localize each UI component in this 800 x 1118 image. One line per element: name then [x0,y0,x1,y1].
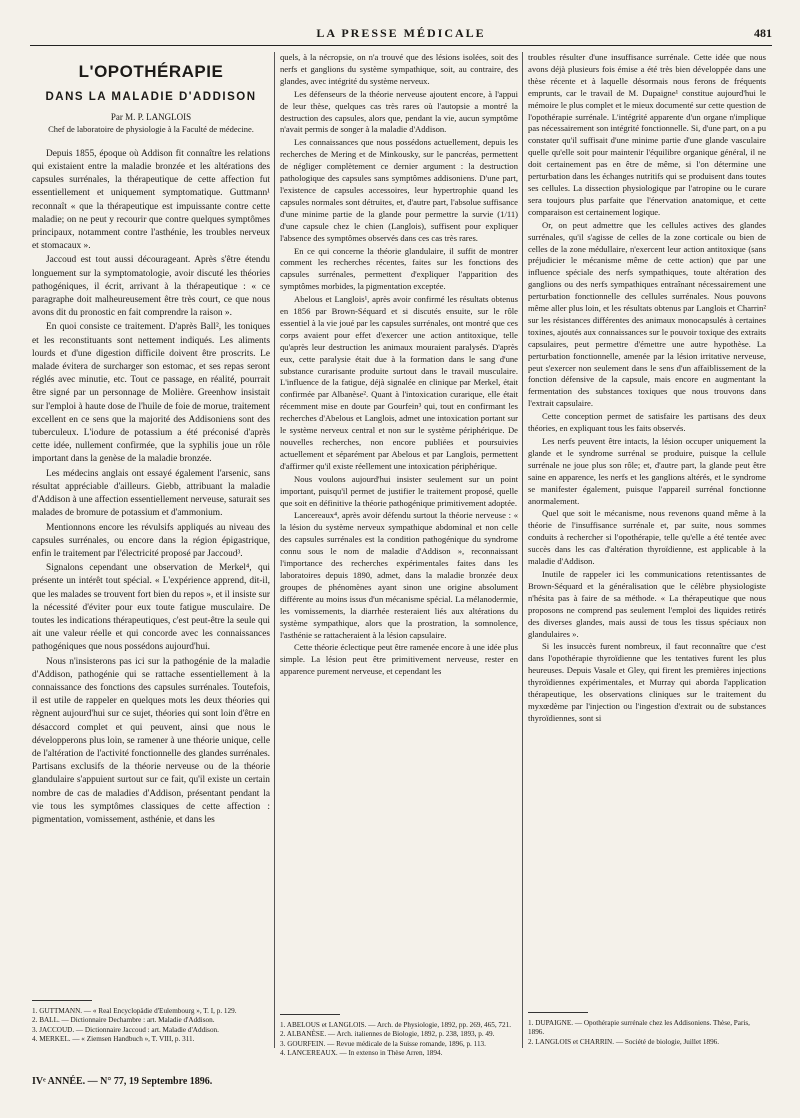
paragraph: troubles résulter d'une insuffisance surrénale. Cette idée que nous avons déjà plusieurs fois émise a été très bien développée dans une thèse récente et à laquelle désormais nous ferons de fréquents emprunts, car le travail de M. Dupaigne¹ constitue aujourd'hui le mémoire le plus complet et le mieux documenté sur cette question de l'opothérapie surrénale. L'intégrité apparente d'un organe n'implique pas nécessairement son intégrité fonctionnelle. Si, d'une part, on a pu constater qu'il suffisait d'une minime partie d'une glande vasculaire quelle qu'elle soit pour maintenir l'équilibre organique général, il ne doit certainement pas en être de même, si l'on détermine une perturbation dans les échanges nutritifs qui se produisent dans toutes ses cellules. La dissection physiologique par l'atropine ou le curare sera toujours plus parfaite que l'énervation anatomique, et cette comparaison est certainement logique. [528,52,766,217]
article-title: L'OPOTHÉRAPIE [78,62,224,81]
paragraph: Depuis 1855, époque où Addison fit connaître les relations qui existaient entre la maladie bronzée et les altérations des capsules surrénales, la thérapeutique de cette affection fut essentiellement et uniquement symptomatique. Guttmann¹ reconnaît « que la thérapeutique est impuissante contre cette maladie; on ne peut y recourir que contre quelques symptômes principaux, notamment contre l'asthénie, les troubles nerveux et stomacaux ». [32,148,270,252]
footnotes-column-1 [32,1000,270,1045]
article-subtitle: DANS LA MALADIE D'ADDISON [45,91,257,103]
footnote: 3. JACCOUD. — Dictionnaire Jaccoud : art. Maladie d'Addison. [32,1025,219,1034]
paragraph: Jaccoud est tout aussi décourageant. Après s'être étendu longuement sur la symptomatologie, avoir discuté les théories pathogéniques, il écrit, arrivant à la thérapeutique : « ce paragraphe doit malheureusement être très court, ce que nous avons dit du pronostic en fait comprendre la raison ». [32,255,270,319]
footnotes-column-2 [280,1014,518,1059]
affiliation: Chef de laboratoire de physiologie à la Faculté de médecine. [48,123,254,134]
paragraph: Cette théorie éclectique peut être ramenée encore à une idée plus simple. La lésion peut être primitivement nerveuse, rester en apparence purement nerveuse, et cependant les [280,642,518,677]
footnote: 1. GUTTMANN. — « Real Encyclopädie d'Eulembourg », T. I, p. 129. [32,1007,237,1015]
header-rule [30,45,772,46]
paragraph: Or, on peut admettre que les cellules actives des glandes surrénales, qu'il s'agisse de celles de la zone corticale ou bien de celles de la zone médullaire, n'exercent leur action antitoxique (sans préjudicier le mécanisme même de cette action) que par une influence spéciale des nerfs sympathiques, toute altération des ganglions ou des nerfs sympathiques entraînant nécessairement une perturbation fonctionnelle des cellules surrénales. Nous pouvons même aller plus loin, et les résultats obtenus par Langlois et Charrin² sur les résistances différentes des animaux monocapsulés à certaines toxines, ajoutés aux connaissances sur le pouvoir toxique des extraits capsulaires, peut permettre d'émettre une autre hypothèse. La perturbation fonctionnelle, amenée par la lésion irritative nerveuse, peut s'exercer non seulement dans le sens d'un affaiblissement de la fonction défensive de la capsule, mais encore en augmentant la fermentation des substances toxiques que nous trouvons dans l'extrait capsulaire. [528,219,766,409]
footnote: 4. LANCEREAUX. — In extenso in Thèse Arren, 1894. [280,1049,443,1058]
column-divider [522,52,523,1048]
footnote: 1. DUPAIGNE. — Opothérapie surrénale chez les Addisoniens. Thèse, Paris, 1896. [528,1019,750,1037]
paragraph: Signalons cependant une observation de Merkel⁴, qui présente un intérêt tout spécial. « L'expérience apprend, dit-il, que les malades se trouvent fort bien du repos », et il insiste sur la nécessité d'éviter pour eux toute fatigue musculaire. De toutes les indications thérapeutiques, c'est peut-être la seule qui ait une valeur réelle et qui concorde avec les connaissances pathogéniques que nous possédons aujourd'hui. [32,563,270,653]
footnote: 2. BALL. — Dictionnaire Dechambre : art. Maladie d'Addison. [32,1016,215,1025]
byline: Par M. P. LANGLOIS [110,111,192,122]
footnote-rule [280,1014,340,1015]
paragraph: Lancereaux⁴, après avoir défendu surtout la théorie nerveuse : « la lésion du système nerveux sympathique abdominal et non celle des capsules surrénales est la condition pathogénique du syndrome connu sous le nom de maladie d'Addison », reconnaissant l'importance des recherches expérimentales faites dans les laboratoires depuis 1890, admet, dans la maladie bronzée deux groupes de phénomènes ayant sinon une origine absolument différente au moins issus d'un mécanisme spécial. La mélanodermie, les vomissements, la diarrhée resteraient liés aux altérations du système sympathique, alors que la prostration, la somnolence, l'asthénie se rattacheraient à la lésion capsulaire. [280,510,518,640]
footnote: 2. ALBANÈSE. — Arch. italiennes de Biologie, 1892, p. 238, 1893, p. 49. [280,1030,495,1039]
paragraph: Abelous et Langlois¹, après avoir confirmé les résultats obtenus en 1856 par Brown-Séquard et si discutés ensuite, sur le rôle essentiel à la vie joué par les capsules surrénales, ont montré que ces corps avaient pour effet d'exercer une action antitoxique, telle qu'après leur destruction les animaux mouraient paralysés. D'après eux, cette paralysie était due à la formation dans le sang d'une substance curarisante produite surtout dans le travail musculaire. L'influence de la fatigue, déjà signalée en clinique par Merkel, était confirmée par Albanèse². Quant à l'intoxication curarique, elle était récemment mise en doute par Gourfein³ qui, tout en confirmant les recherches d'Abelous et Langlois, admet une intoxication portant sur le système nerveux central et non sur le système périphérique. De nouvelles recherches, non encore publiées et poursuivies actuellement et séparément par Abelous et par Langlois, permettent d'affirmer qu'il existe réellement une intoxication périphérique. [280,294,518,471]
paragraph: Quel que soit le mécanisme, nous revenons quand même à la théorie de l'insuffisance surrénale et, par suite, nous sommes conduits à rechercher si l'opothérapie, telle qu'elle a été tentée avec succès dans les cas d'altération thyroïdienne, est applicable à la maladie d'Addison. [528,508,766,567]
paragraph: Si les insuccès furent nombreux, il faut reconnaître que c'est dans l'opothérapie thyroïdienne que les tentatives furent les plus heureuses. Depuis Vasale et Gley, qui firent les premières injections thyroïdiennes expérimentales, et Murray qui aborda l'application thérapeutique, les observations cliniques sur le traitement du myxœdème par l'injection ou l'ingestion d'extrait ou de substances thyroïdiennes, sont si [528,641,766,723]
paragraph: Cette conception permet de satisfaire les partisans des deux théories, en expliquant tous les faits observés. [528,411,766,434]
issue-line: IVᵉ ANNÉE. — N° 77, 19 Septembre 1896. [32,1076,213,1087]
paragraph: Nous n'insisterons pas ici sur la pathogénie de la maladie d'Addison, pathogénie qui se rattache essentiellement à la connaissance des fonctions des capsules surrénales. Toutefois, il est utile de rappeler en quelques mots les deux théories qui règnent aujourd'hui sur ce sujet, théories qui sont loin d'être en désaccord complet et qui peuvent, ainsi que nous le développerons plus loin, se ramener à une théorie unique, celle de l'altération de l'activité fonctionnelle des glandes surrénales. Partisans exclusifs de la théorie nerveuse ou de la théorie glandulaire s'appuient surtout sur ce fait, qu'il existe un certain nombre de cas de maladies d'Addison, présentant pendant la vie tous les symptômes classiques de cette affection : pigmentation, vomissement, asthénie, et dans les [32,656,270,825]
footnote: 4. MERKEL. — « Ziemsen Handbuch », T. VIII, p. 311. [32,1035,195,1044]
footnote: 3. GOURFEIN. — Revue médicale de la Suisse romande, 1896, p. 113. [280,1039,486,1048]
journal-title: LA PRESSE MÉDICALE [316,26,486,40]
paragraph: Les connaissances que nous possédons actuellement, depuis les recherches de Mering et de Minkousky, sur le pancréas, permettent de négliger complètement ce dernier argument : la destruction pathologique des capsules sans symptômes addisoniens. D'une part, l'existence de capsules accessoires, leur hypertrophie quand les capsules normales sont détruites, et, d'autre part, l'absolue suffisance d'une minime partie de la glande pour permettre la survie (1/11) d'une capsule chez le chien (Langlois), suffisent pour expliquer l'absence des symptômes observés dans ces cas très rares. [280,137,518,243]
paragraph: En quoi consiste ce traitement. D'après Ball², les toniques et les reconstituants sont nettement indiqués. Les aliments lourds et d'une digestion difficile doivent être proscrits. Le malade évitera de surcharger son estomac, et ses repas seront réglés avec minutie, etc. Tout ce passage, en réalité, pourrait être signé par un personnage de Molière. Greenhow insistait sur l'emploi à haute dose de l'huile de foie de morue, traitement excellent en ce sens que la majorité des Addisoniens sont des tuberculeux. L'iodure de potassium a été préconisé d'après cette idée, nullement confirmée, que la syphilis joue un rôle important dans la genèse de la maladie bronzée. [32,322,270,465]
column-divider [274,52,275,1048]
footnote-rule [528,1012,588,1013]
footnote: 2. LANGLOIS et CHARRIN. — Société de biologie, Juillet 1896. [528,1037,720,1046]
paragraph: Les défenseurs de la théorie nerveuse ajoutent encore, à l'appui de leur thèse, quelques cas très rares où l'autopsie a montré la destruction des capsules, alors que, pendant la vie, aucun symptôme n'avait permis de songer à la maladie d'Addison. [280,88,518,135]
page-number: 481 [754,26,772,40]
paragraph: Les nerfs peuvent être intacts, la lésion occuper uniquement la glande et le syndrome surrénal se produire, puisque la cellule surrénale ne joue plus son rôle; et, d'autre part, la glande peut être saine en apparence, les nerfs et les ganglions altérés, et le syndrome se manifester également, puisque l'appareil surrénal fonctionne anormalement. [528,436,766,506]
paragraph: quels, à la nécropsie, on n'a trouvé que des lésions isolées, soit des nerfs et ganglions du système sympathique, soit, au contraire, des glandes, avec intégrité du système nerveux. [280,52,518,86]
paragraph: Nous voulons aujourd'hui insister seulement sur un point important, puisqu'il permet de justifier le traitement proposé, quelle que soit en définitive la théorie pathogénique primitivement adoptée. [280,473,518,508]
footnote-rule [32,1000,92,1001]
page-header [30,26,772,46]
paragraph: Mentionnons encore les révulsifs appliqués au niveau des capsules surrénales, ou encore dans la région épigastrique, enfin le traitement par l'électricité proposé par Jaccoud³. [32,522,270,559]
footnote: 1. ABELOUS et LANGLOIS. — Arch. de Physiologie, 1892, pp. 269, 465, 721. [280,1021,511,1029]
footnotes-column-3 [528,1012,766,1047]
paragraph: Les médecins anglais ont essayé également l'arsenic, sans résultat appréciable d'ailleurs. Giebb, attribuant la maladie d'Addison à une affection essentiellement nerveuse, saturait ses malades de bromure de potassium et d'ammonium. [32,468,270,519]
paragraph: Inutile de rappeler ici les communications retentissantes de Brown-Séquard et la généralisation que le célèbre physiologiste n'hésita pas à faire de sa méthode. « La thérapeutique que nous proposons ne comprend pas seulement l'emploi des liquides retirés des diverses glandes, mais aussi de tous les tissus spéciaux non glandulaires ». [528,568,766,639]
column-2 [280,52,518,679]
column-3 [528,52,766,726]
column-1 [32,52,270,828]
paragraph: En ce qui concerne la théorie glandulaire, il suffit de montrer comment les recherches récentes, faites sur les fonctions des capsules surrénales, permettent d'expliquer l'apparition des symptômes morbides, la pigmentation exceptée. [280,245,518,292]
